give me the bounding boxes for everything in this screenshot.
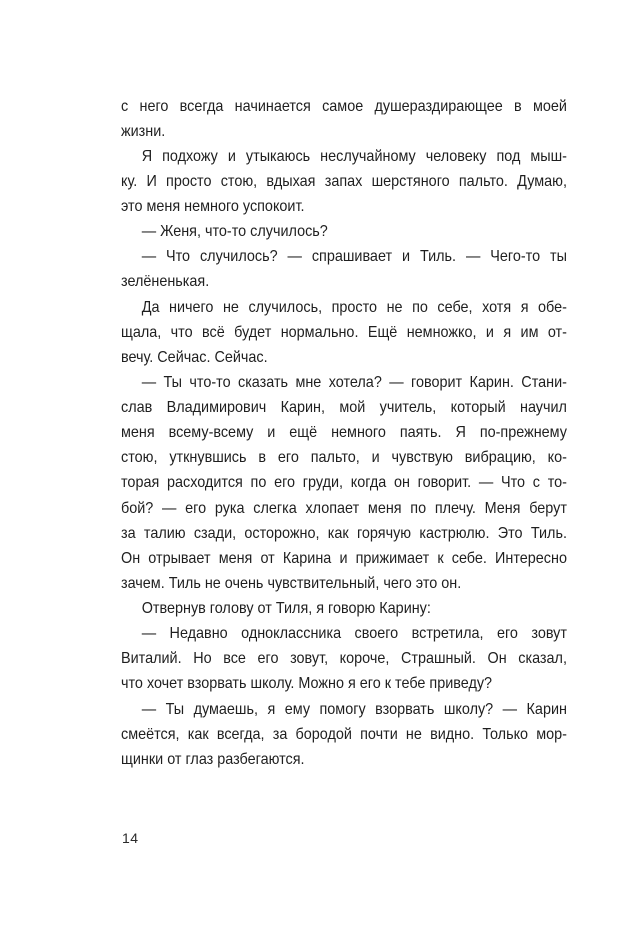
text-line: смеётся, как всегда, за бородой почти не видно. Только мор-	[121, 725, 567, 743]
text-line: щинки от глаз разбегаются.	[121, 750, 305, 768]
text-line: — Что случилось? — спрашивает и Тиль. — Чего-то ты	[141, 248, 567, 266]
text-line: Виталий. Но все его зовут, короче, Страшный. Он сказал,	[121, 650, 567, 668]
text-line: вечу. Сейчас. Сейчас.	[121, 348, 268, 366]
dialogue-paragraph	[121, 697, 567, 772]
text-line: жизни.	[121, 122, 166, 140]
text-line: Отвернув голову от Тиля, я говорю Карину:	[141, 600, 431, 618]
dialogue-paragraph	[121, 621, 567, 696]
text-line: — Ты думаешь, я ему помогу взорвать школу? — Карин	[141, 700, 567, 718]
text-line: с него всегда начинается самое душераздирающее в моей	[121, 97, 567, 115]
text-line: Да ничего не случилось, просто не по себе, хотя я обе-	[141, 298, 567, 316]
text-line: зачем. Тиль не очень чувствительный, чего это он.	[121, 574, 462, 592]
paragraph	[121, 295, 567, 370]
text-column	[121, 94, 567, 772]
text-line: — Женя, что-то случилось?	[141, 223, 328, 241]
dialogue-paragraph	[121, 244, 567, 294]
dialogue-paragraph	[121, 219, 567, 244]
paragraph	[121, 596, 567, 621]
text-line: ку. И просто стою, вдыхая запах шерстяного пальто. Думаю,	[121, 172, 567, 190]
text-line: это меня немного успокоит.	[121, 198, 305, 216]
text-line: слав Владимирович Карин, мой учитель, который научил	[121, 399, 567, 417]
text-line: меня всему-всему и ещё немного паять. Я по-прежнему	[121, 424, 567, 442]
text-line: что хочет взорвать школу. Можно я его к тебе приведу?	[121, 675, 493, 693]
text-line: за талию сзади, осторожно, как горячую кастрюлю. Это Тиль.	[121, 524, 567, 542]
text-line: — Недавно одноклассника своего встретила, его зовут	[141, 625, 567, 643]
text-line: торая расходится по его груди, когда он говорит. — Что с то-	[121, 474, 567, 492]
text-line: зелёненькая.	[121, 273, 210, 291]
paragraph	[121, 144, 567, 219]
paragraph-continuation	[121, 94, 567, 144]
text-line: щала, что всё будет нормально. Ещё немножко, и я им от-	[121, 323, 567, 341]
text-line: Я подхожу и утыкаюсь неслучайному человеку под мыш-	[141, 147, 567, 165]
dialogue-paragraph	[121, 370, 567, 596]
page-number: 14	[122, 830, 139, 846]
text-line: бой? — его рука слегка хлопает меня по плечу. Меня берут	[121, 499, 567, 517]
text-line: Он отрывает меня от Карина и прижимает к себе. Интересно	[121, 549, 567, 567]
text-line: — Ты что-то сказать мне хотела? — говорит Карин. Стани-	[141, 373, 567, 391]
text-line: стою, уткнувшись в его пальто, и чувствую вибрацию, ко-	[121, 449, 567, 467]
